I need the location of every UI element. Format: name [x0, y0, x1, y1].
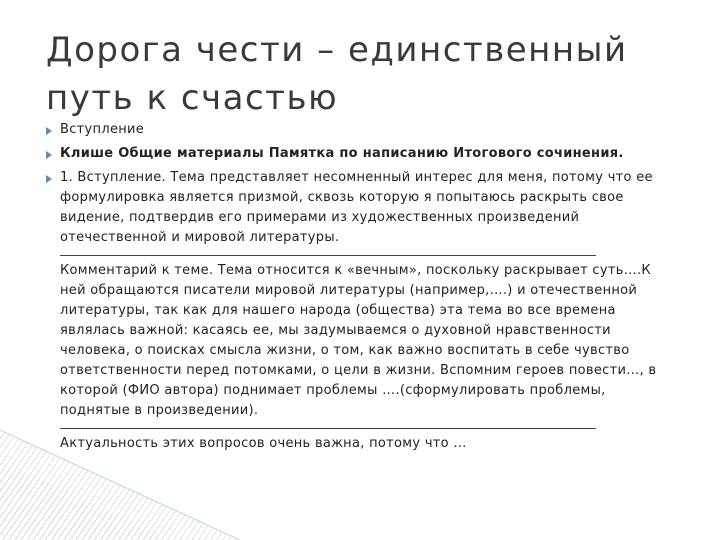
bullet-item-introduction-body: [46, 168, 676, 454]
triangle-bullet-icon: [46, 151, 52, 159]
bullet-item-cliche: [46, 144, 676, 164]
divider-line: [60, 255, 596, 256]
decorative-corner-pattern: [0, 430, 240, 540]
bullet-text: Вступление: [60, 122, 145, 137]
bullet-list: [46, 120, 676, 458]
bullet-text: 1. Вступление. Тема представляет несомненный интерес для меня, потому что ее формулировка является призмой, сквозь которую я попытаюсь раскрыть свое видение, подтвердив его примерами из художественных произведений отечественной и мировой литературы.: [60, 170, 653, 245]
bullet-text: Клише Общие материалы Памятка по написанию Итогового сочинения.: [60, 146, 624, 161]
triangle-bullet-icon: [46, 175, 52, 183]
comment-text: Комментарий к теме. Тема относится к «вечным», поскольку раскрывает суть….К ней обращаются писатели мировой литературы (например,….) и отечественной литературы, так как для нашего народа (общества) эта тема во все времена являлась важной: касаясь ее, мы задумываемся о духовной нравственности человека, о поисках смысла жизни, о том, как важно воспитать в себе чувство ответственности перед потомками, о цели в жизни. Вспомним героев повести…, в которой (ФИО автора) поднимает проблемы ….(сформулировать проблемы, поднятые в произведении).: [60, 263, 657, 418]
triangle-bullet-icon: [46, 127, 52, 135]
relevance-text: Актуальность этих вопросов очень важна, потому что …: [60, 436, 467, 451]
slide-title: Дорога чести – единственный путь к счастью: [46, 30, 628, 118]
bullet-item-intro: [46, 120, 676, 140]
divider-line: [60, 428, 596, 429]
